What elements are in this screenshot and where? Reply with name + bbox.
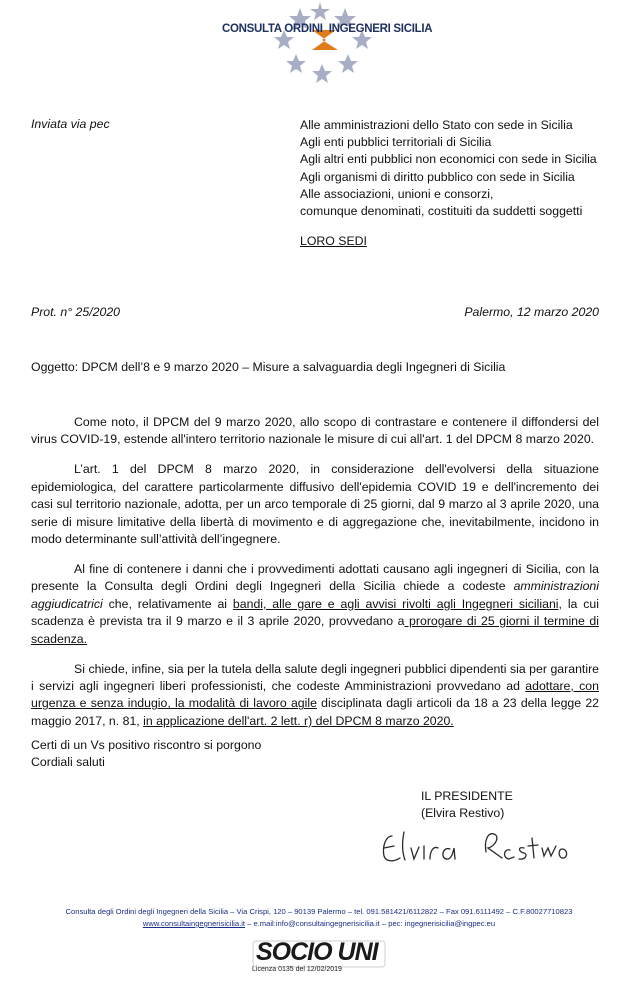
signatory: [421, 788, 513, 823]
closing-line-1: Certi di un Vs positivo riscontro si porgono: [31, 738, 262, 752]
recipients-list: [300, 117, 597, 220]
protocol-number: Prot. n° 25/2020: [31, 305, 121, 319]
footer-address: Consulta degli Ordini degli Ingegneri della Sicilia – Via Crispi, 120 – 90139 Palermo – tel. 091.581421/6112822 – Fax 091.6111492 – C.F.80027710823: [65, 907, 573, 916]
footer: [0, 906, 638, 930]
paragraph-2: L’art. 1 del DPCM 8 marzo 2020, in considerazione dell'evolversi della situazione epidemiologica, del carattere particolarmente diffusivo dell'epidemia COVID 19 e dell'incremento dei casi sul territorio nazionale, adotta, per un arco temporale di 25 giorni, dal 9 marzo al 3 aprile 2020, una serie di misure limitative della libertà di movimento e di aggregazione che, inevitabilmente, incidono in modo determinante sull’attività dell’ingegnere.: [31, 462, 599, 547]
handwritten-signature: [378, 822, 578, 872]
sent-via-pec: Inviata via pec: [31, 117, 110, 131]
stars-emblem: [0, 0, 638, 90]
closing-line-2: Cordiali saluti: [31, 755, 105, 770]
signatory-title: IL PRESIDENTE: [421, 789, 513, 803]
recipient-line: comunque denominati, costituiti da suddetti soggetti: [300, 204, 583, 219]
loro-sedi: LORO SEDI: [300, 234, 367, 248]
paragraph-3: Al fine di contenere i danni che i provvedimenti adottati causano agli ingegneri di Sicilia, con la presente la Consulta degli Ordini degli Ingegneri della Sicilia chiede a codeste amministrazioni aggiudicatrici che, relativamente ai bandi, alle gare e agli avvisi rivolti agli Ingegneri siciliani, la cui scadenza è prevista tra il 9 marzo e il 3 aprile 2020, provvedano a prorogare di 25 giorni il termine di scadenza.: [31, 562, 599, 646]
socio-uni-text: SOCIO UNI: [256, 938, 378, 966]
place-date: Palermo, 12 marzo 2020: [464, 305, 599, 319]
recipient-line: Alle associazioni, unioni e consorzi,: [300, 186, 494, 201]
paragraph-4: Si chiede, infine, sia per la tutela della salute degli ingegneri pubblici dipendenti sia per garantire i servizi agli ingegneri liberi professionisti, che codeste Amministrazioni provvedano ad adottare, con urgenza e senza indugio, la modalità di lavoro agile disciplinata dagli articoli da 18 a 23 della legge 22 maggio 2017, n. 81, in applicazione dell'art. 2 lett. r) del DPCM 8 marzo 2020.: [31, 661, 599, 728]
license-number: Licenza 0135 del 12/02/2019: [252, 966, 342, 973]
recipient-line: Agli organismi di diritto pubblico con sede in Sicilia: [300, 169, 575, 184]
subject-line: Oggetto: DPCM dell’8 e 9 marzo 2020 – Misure a salvaguardia degli Ingegneri di Sicilia: [31, 360, 506, 374]
organization-name: CONSULTA ORDINI INGEGNERI SICILIA: [222, 23, 433, 35]
recipient-line: Agli enti pubblici territoriali di Sicilia: [300, 135, 492, 150]
footer-contacts: www.consultaingegnerisicilia.it – e.mail:info@consultaingegnerisicilia.it – pec: ingegnerisicilia@ingpec.eu: [142, 919, 496, 928]
letter-body: [31, 414, 599, 743]
signature-drawing: [378, 822, 578, 872]
header-logo: [0, 0, 638, 90]
paragraph-1: Come noto, il DPCM del 9 marzo 2020, allo scopo di contrastare e contenere il diffondersi del virus COVID-19, estende all'intero territorio nazionale le misure di cui all'art. 1 del DPCM 8 marzo 2020.: [31, 415, 599, 447]
recipient-line: Agli altri enti pubblici non economici con sede in Sicilia: [300, 152, 597, 167]
website-link[interactable]: www.consultaingegnerisicilia.it: [142, 919, 246, 928]
closing: [31, 737, 261, 772]
recipient-line: Alle amministrazioni dello Stato con sede in Sicilia: [300, 118, 573, 132]
signatory-name: (Elvira Restivo): [421, 806, 505, 821]
